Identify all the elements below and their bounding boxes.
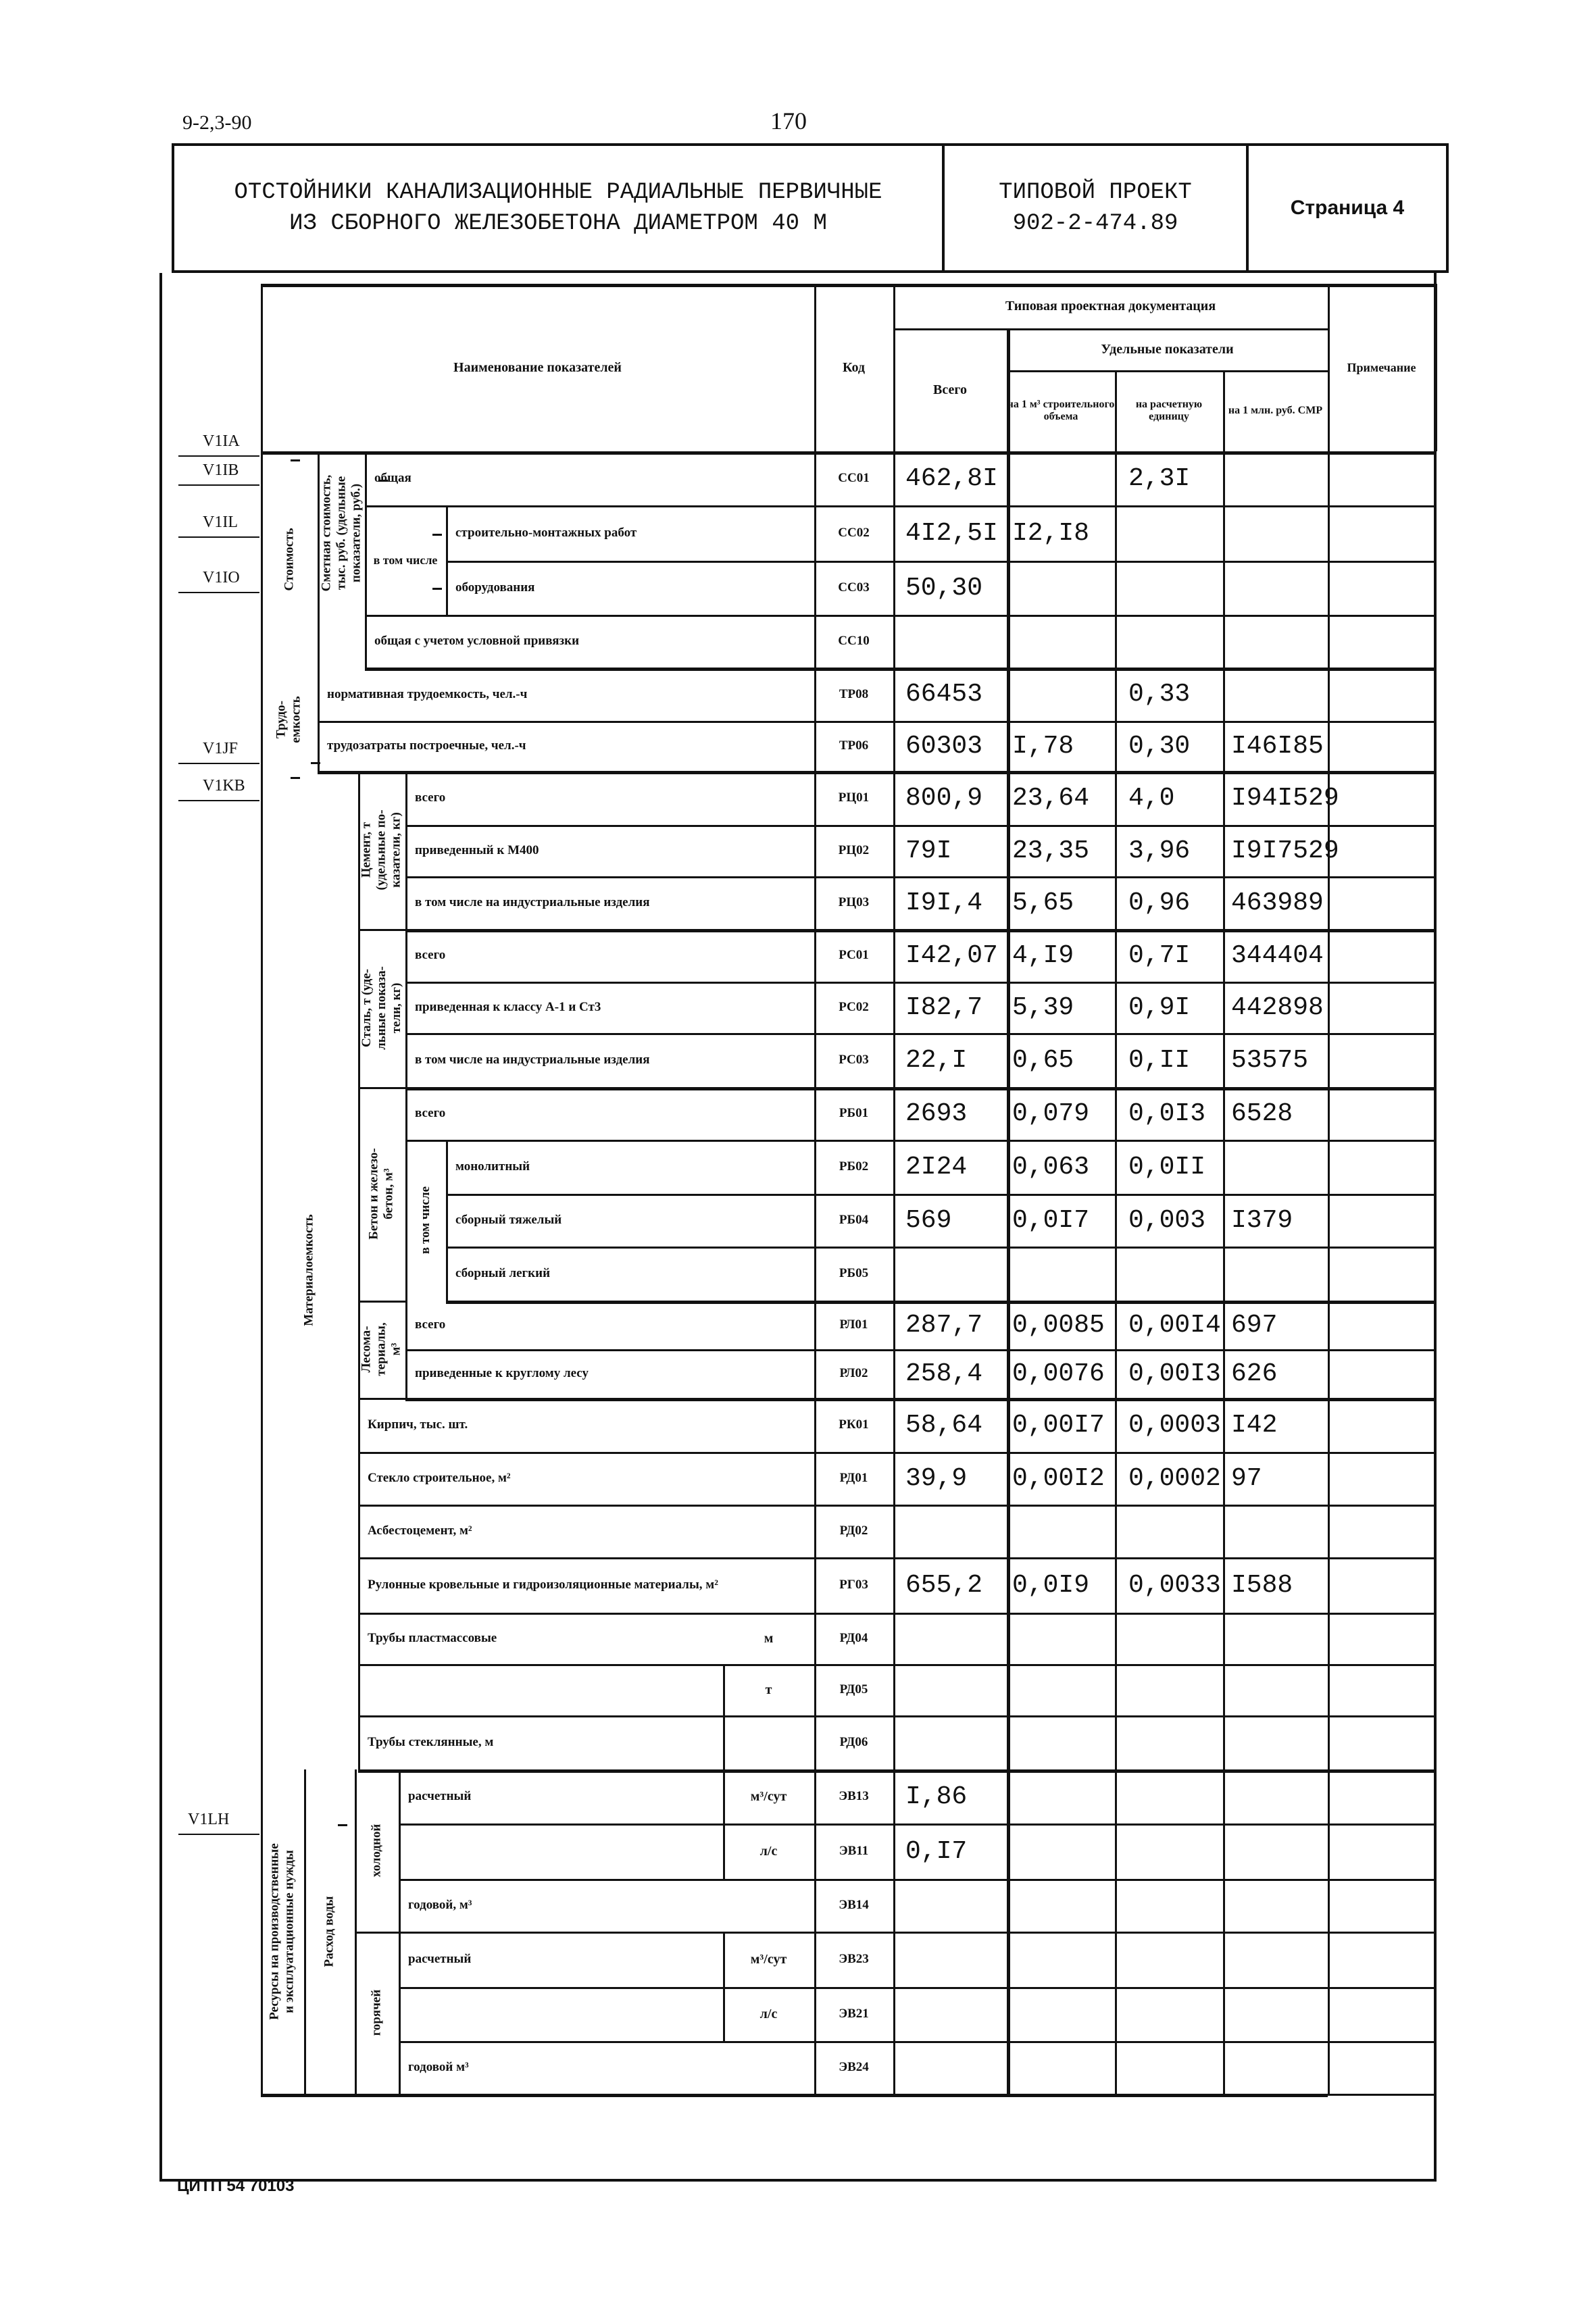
- row-code: РБ01: [839, 1106, 869, 1120]
- row-total: 39,9: [905, 1463, 968, 1493]
- group-concrete-text: Бетон и железо- бетон, м³: [367, 1148, 396, 1240]
- row-per-unit: 0,00I3: [1128, 1359, 1221, 1388]
- row-per-unit: 0,0I3: [1128, 1099, 1206, 1128]
- row-per-unit: 0,9I: [1128, 992, 1191, 1022]
- row-label: сборный легкий: [455, 1266, 551, 1280]
- row-per-m3: 4,I9: [1012, 940, 1074, 970]
- row-total: I82,7: [905, 992, 983, 1022]
- row-label: монолитный: [455, 1159, 530, 1174]
- header-specific: Удельные показатели: [1101, 342, 1234, 357]
- row-label: Асбестоцемент, м²: [368, 1524, 472, 1538]
- arrow-mark: [311, 762, 320, 764]
- row-per-mln: I94I529: [1231, 783, 1339, 813]
- row-code: РД04: [839, 1631, 868, 1645]
- row-label: сборный тяжелый: [455, 1213, 562, 1227]
- row-per-unit: 3,96: [1128, 836, 1191, 865]
- row-label: Стекло строительное, м²: [368, 1471, 511, 1485]
- group-concrete: [358, 1087, 405, 1301]
- row-code: СС10: [838, 634, 870, 648]
- row-code: ЭВ24: [839, 2060, 869, 2074]
- header-code: Код: [842, 360, 866, 375]
- row-per-unit: 0,II: [1128, 1045, 1191, 1075]
- row-code: РЛ02: [839, 1366, 868, 1380]
- row-per-m3: 0,0076: [1012, 1359, 1105, 1388]
- row-code: ЭВ21: [839, 2007, 869, 2021]
- row-total: 2693: [905, 1099, 968, 1128]
- grid-line-v: [405, 771, 407, 1398]
- header-note: Примечание: [1347, 361, 1416, 374]
- group-cost: [261, 451, 318, 668]
- row-per-m3: 5,39: [1012, 992, 1074, 1022]
- row-code: ЭВ13: [839, 1789, 869, 1803]
- row-per-m3: 0,65: [1012, 1045, 1074, 1075]
- header-per-m3: на 1 м³ строительного объема: [1007, 399, 1115, 422]
- row-code: ЭВ11: [839, 1844, 869, 1858]
- row-code: ЭВ23: [839, 1952, 869, 1966]
- arrow-mark: [291, 777, 300, 779]
- group-timber: [358, 1301, 405, 1398]
- row-label: Кирпич, тыс. шт.: [368, 1417, 468, 1432]
- row-code: РЦ02: [838, 843, 870, 857]
- group-concrete-incl-text: в том числе: [418, 1186, 432, 1255]
- row-per-mln: I9I7529: [1231, 836, 1339, 865]
- row-code: РЛ01: [839, 1317, 868, 1332]
- row-label: общая с учетом условной привязки: [374, 634, 580, 648]
- row-per-m3: 0,079: [1012, 1099, 1090, 1128]
- row-label: Трубы пластмассовые: [368, 1631, 497, 1645]
- row-per-m3: 23,64: [1012, 783, 1090, 813]
- row-total: 462,8I: [905, 463, 998, 493]
- row-label: всего: [415, 790, 446, 805]
- row-label: приведенный к М400: [415, 843, 539, 857]
- grid-line-v: [318, 668, 320, 771]
- row-code: РК01: [839, 1417, 869, 1432]
- margin-mark: V1IA: [203, 432, 240, 450]
- row-total: I,86: [905, 1782, 968, 1811]
- row-code: РЦ01: [838, 790, 870, 805]
- row-per-unit: 0,0II: [1128, 1152, 1206, 1182]
- footer-code: ЦИТП 54 70103: [177, 2177, 295, 2195]
- row-label: в том числе на индустриальные изделия: [415, 895, 650, 909]
- row-code: РБ05: [839, 1266, 869, 1280]
- group-cement-text: Цемент, т (удельные по- казатели, кг): [359, 809, 403, 890]
- grid-line-h: [365, 615, 446, 617]
- grid-line-h: [358, 1664, 1435, 1666]
- arrow-mark: [378, 480, 388, 482]
- margin-mark-line: [178, 455, 259, 457]
- arrow-mark: [432, 588, 442, 590]
- grid-line-h: [261, 2094, 1328, 2097]
- group-labor-text: Трудо- емкость: [274, 695, 303, 743]
- grid-line-v: [723, 1664, 725, 1769]
- row-per-mln: 53575: [1231, 1045, 1309, 1075]
- row-total: 22,I: [905, 1045, 968, 1075]
- project-line-1: ТИПОВОЙ ПРОЕКТ: [999, 180, 1192, 205]
- header-per-mln: на 1 млн. руб. СМР: [1228, 405, 1323, 416]
- margin-mark-line: [178, 484, 259, 486]
- row-per-unit: 0,96: [1128, 888, 1191, 917]
- row-total: 0,I7: [905, 1836, 968, 1866]
- row-label: годовой, м³: [408, 1898, 472, 1912]
- grid-line-v: [723, 1932, 725, 2041]
- row-total: 800,9: [905, 783, 983, 813]
- grid-line-v: [1007, 328, 1010, 2094]
- row-label: приведенная к классу А-1 и Ст3: [415, 1000, 601, 1014]
- row-total: 287,7: [905, 1310, 983, 1340]
- grid-line-v: [1435, 284, 1437, 451]
- row-per-mln: I42: [1231, 1410, 1278, 1440]
- row-per-m3: 0,00I7: [1012, 1410, 1105, 1440]
- row-unit: л/с: [759, 1844, 778, 1859]
- row-code: РС03: [839, 1053, 869, 1067]
- row-label: в том числе на индустриальные изделия: [415, 1053, 650, 1067]
- row-label: расчетный: [408, 1952, 472, 1966]
- arrow-mark: [432, 534, 442, 536]
- row-label: общая: [374, 471, 412, 485]
- grid-line-v: [1328, 284, 1330, 2094]
- arrow-mark: [291, 459, 300, 461]
- document-title: [174, 146, 945, 270]
- row-per-mln: 697: [1231, 1310, 1278, 1340]
- header-typical-docs: Типовая проектная документация: [1005, 299, 1216, 313]
- row-per-unit: 0,0033: [1128, 1570, 1221, 1600]
- margin-mark: V1IO: [203, 569, 240, 586]
- group-cost-sub-text: Сметная стоимость, тыс. руб. (удельные показатели, руб.): [319, 474, 363, 592]
- group-materials-text: Материалоемкость: [302, 1214, 316, 1326]
- row-per-m3: 5,65: [1012, 888, 1074, 917]
- group-concrete-incl: [405, 1140, 446, 1301]
- margin-mark-line: [178, 1834, 259, 1835]
- row-total: 4I2,5I: [905, 518, 998, 548]
- group-water-text: Расход воды: [322, 1896, 336, 1967]
- group-water: [304, 1769, 355, 2094]
- row-total: 655,2: [905, 1570, 983, 1600]
- row-unit: м: [764, 1631, 774, 1646]
- group-cost-text: Стоимость: [282, 528, 297, 591]
- row-code: ТР08: [839, 686, 869, 701]
- page-number: 170: [770, 107, 807, 134]
- row-code: СС02: [838, 526, 870, 540]
- row-per-unit: 0,7I: [1128, 940, 1191, 970]
- row-code: РС01: [839, 948, 869, 962]
- row-label: годовой м³: [408, 2060, 469, 2074]
- row-per-mln: 344404: [1231, 940, 1324, 970]
- row-label: трудозатраты построечные, чел.-ч: [327, 738, 526, 753]
- row-per-unit: 2,3I: [1128, 463, 1191, 493]
- row-total: 569: [905, 1205, 952, 1235]
- page-label: Страница 4: [1290, 197, 1405, 219]
- row-code: РД02: [839, 1524, 868, 1538]
- row-unit: м³/сут: [750, 1952, 787, 1967]
- grid-line-v: [893, 284, 895, 2094]
- group-steel: [358, 929, 405, 1087]
- row-per-mln: I46I85: [1231, 731, 1324, 761]
- row-per-m3: 0,0I7: [1012, 1205, 1090, 1235]
- title-block: [172, 143, 1449, 273]
- row-label: всего: [415, 948, 446, 962]
- margin-mark-line: [178, 800, 259, 801]
- row-label: всего: [415, 1317, 446, 1332]
- row-unit: л/с: [759, 2007, 778, 2021]
- margin-mark: V1IL: [203, 513, 238, 531]
- row-label: строительно-монтажных работ: [455, 526, 637, 540]
- row-total: I42,07: [905, 940, 998, 970]
- grid-line-h: [358, 1398, 405, 1400]
- header-per-unit: на расчетную единицу: [1135, 399, 1203, 422]
- row-per-m3: 0,00I2: [1012, 1463, 1105, 1493]
- group-resources: [261, 1769, 304, 2094]
- group-cement: [358, 771, 405, 929]
- row-code: РД06: [839, 1735, 868, 1749]
- row-code: РЦ03: [838, 895, 870, 909]
- row-total: 50,30: [905, 573, 983, 603]
- row-per-unit: 0,33: [1128, 680, 1191, 709]
- row-label: приведенные к круглому лесу: [415, 1366, 589, 1380]
- row-per-mln: 442898: [1231, 992, 1324, 1022]
- title-line-1: ОТСТОЙНИКИ КАНАЛИЗАЦИОННЫЕ РАДИАЛЬНЫЕ ПЕРВИЧНЫЕ: [234, 180, 882, 205]
- header-indicator-name: Наименование показателей: [453, 360, 622, 375]
- row-per-unit: 0,0003: [1128, 1410, 1221, 1440]
- row-total: 66453: [905, 680, 983, 709]
- group-steel-text: Сталь, т (уде- льные показа- тели, кг): [359, 966, 403, 1050]
- margin-mark: V1KB: [203, 777, 245, 795]
- group-cold-text: холодной: [369, 1823, 384, 1878]
- grid-line-v: [365, 451, 367, 668]
- document-code: 9-2,3-90: [182, 111, 252, 134]
- group-labor: [261, 668, 318, 771]
- row-per-mln: I588: [1231, 1570, 1293, 1600]
- group-timber-text: Лесома- териалы, м³: [359, 1322, 404, 1376]
- row-per-m3: 23,35: [1012, 836, 1090, 865]
- row-label: Рулонные кровельные и гидроизоляционные материалы, м²: [368, 1578, 718, 1592]
- arrow-mark: [338, 1824, 347, 1826]
- row-per-m3: I,78: [1012, 731, 1074, 761]
- row-per-mln: 626: [1231, 1359, 1278, 1388]
- row-unit: т: [765, 1682, 772, 1697]
- row-total: 79I: [905, 836, 952, 865]
- row-per-m3: 0,063: [1012, 1152, 1090, 1182]
- grid-line-v: [723, 1769, 725, 1879]
- group-hot-text: горячей: [369, 1989, 384, 2036]
- header-total: Всего: [933, 382, 967, 397]
- row-code: РД05: [839, 1682, 868, 1696]
- title-line-2: ИЗ СБОРНОГО ЖЕЛЕЗОБЕТОНА ДИАМЕТРОМ 40 М: [289, 211, 827, 236]
- margin-mark-line: [178, 592, 259, 593]
- row-code: РГ03: [839, 1578, 868, 1592]
- margin-mark: V1JF: [203, 740, 239, 757]
- row-label: Трубы стеклянные, м: [368, 1735, 494, 1749]
- grid-line-v: [446, 505, 448, 615]
- group-resources-text: Ресурсы на производственные и эксплуатационные нужды: [268, 1843, 297, 2020]
- row-per-unit: 0,00I4: [1128, 1310, 1221, 1340]
- row-per-m3: 0,0085: [1012, 1310, 1105, 1340]
- row-per-m3: 0,0I9: [1012, 1570, 1090, 1600]
- row-per-mln: 6528: [1231, 1099, 1293, 1128]
- margin-mark-line: [178, 763, 259, 764]
- row-label: всего: [415, 1106, 446, 1120]
- row-label: оборудования: [455, 580, 535, 595]
- group-cold: [355, 1769, 399, 1932]
- row-code: РБ04: [839, 1213, 869, 1227]
- margin-mark-line: [178, 536, 259, 538]
- margin-mark: V1IB: [203, 461, 239, 479]
- group-hot: [355, 1932, 399, 2094]
- project-line-2: 902-2-474.89: [1012, 211, 1178, 236]
- row-code: СС03: [838, 580, 870, 595]
- row-code: СС01: [838, 471, 870, 485]
- row-per-mln: I379: [1231, 1205, 1293, 1235]
- row-total: 60303: [905, 731, 983, 761]
- row-per-unit: 0,003: [1128, 1205, 1206, 1235]
- row-total: I9I,4: [905, 888, 983, 917]
- group-cost-sub: [318, 451, 365, 615]
- row-per-unit: 0,0002: [1128, 1463, 1221, 1493]
- row-total: 58,64: [905, 1410, 983, 1440]
- row-per-mln: 97: [1231, 1463, 1262, 1493]
- row-label: нормативная трудоемкость, чел.-ч: [327, 686, 528, 701]
- row-per-unit: 0,30: [1128, 731, 1191, 761]
- grid-line-v: [1115, 370, 1117, 2094]
- row-per-m3: I2,I8: [1012, 518, 1090, 548]
- margin-mark: V1LH: [188, 1811, 230, 1828]
- row-unit: м³/сут: [750, 1789, 787, 1804]
- group-incl: в том числе: [373, 553, 438, 567]
- row-total: 2I24: [905, 1152, 968, 1182]
- grid-line-v: [1223, 370, 1225, 2094]
- grid-line-h: [399, 1987, 1435, 1989]
- grid-line-v: [446, 1140, 448, 1301]
- row-code: РД01: [839, 1471, 868, 1485]
- row-per-unit: 4,0: [1128, 783, 1175, 813]
- row-total: 258,4: [905, 1359, 983, 1388]
- row-code: ЭВ14: [839, 1898, 869, 1912]
- row-code: ТР06: [839, 738, 869, 753]
- row-per-mln: 463989: [1231, 888, 1324, 917]
- row-label: расчетный: [408, 1789, 472, 1803]
- row-code: РБ02: [839, 1159, 869, 1174]
- row-code: РС02: [839, 1000, 869, 1014]
- group-materials: [261, 771, 358, 1769]
- grid-line-v: [399, 1769, 401, 2094]
- project-number: [945, 146, 1249, 270]
